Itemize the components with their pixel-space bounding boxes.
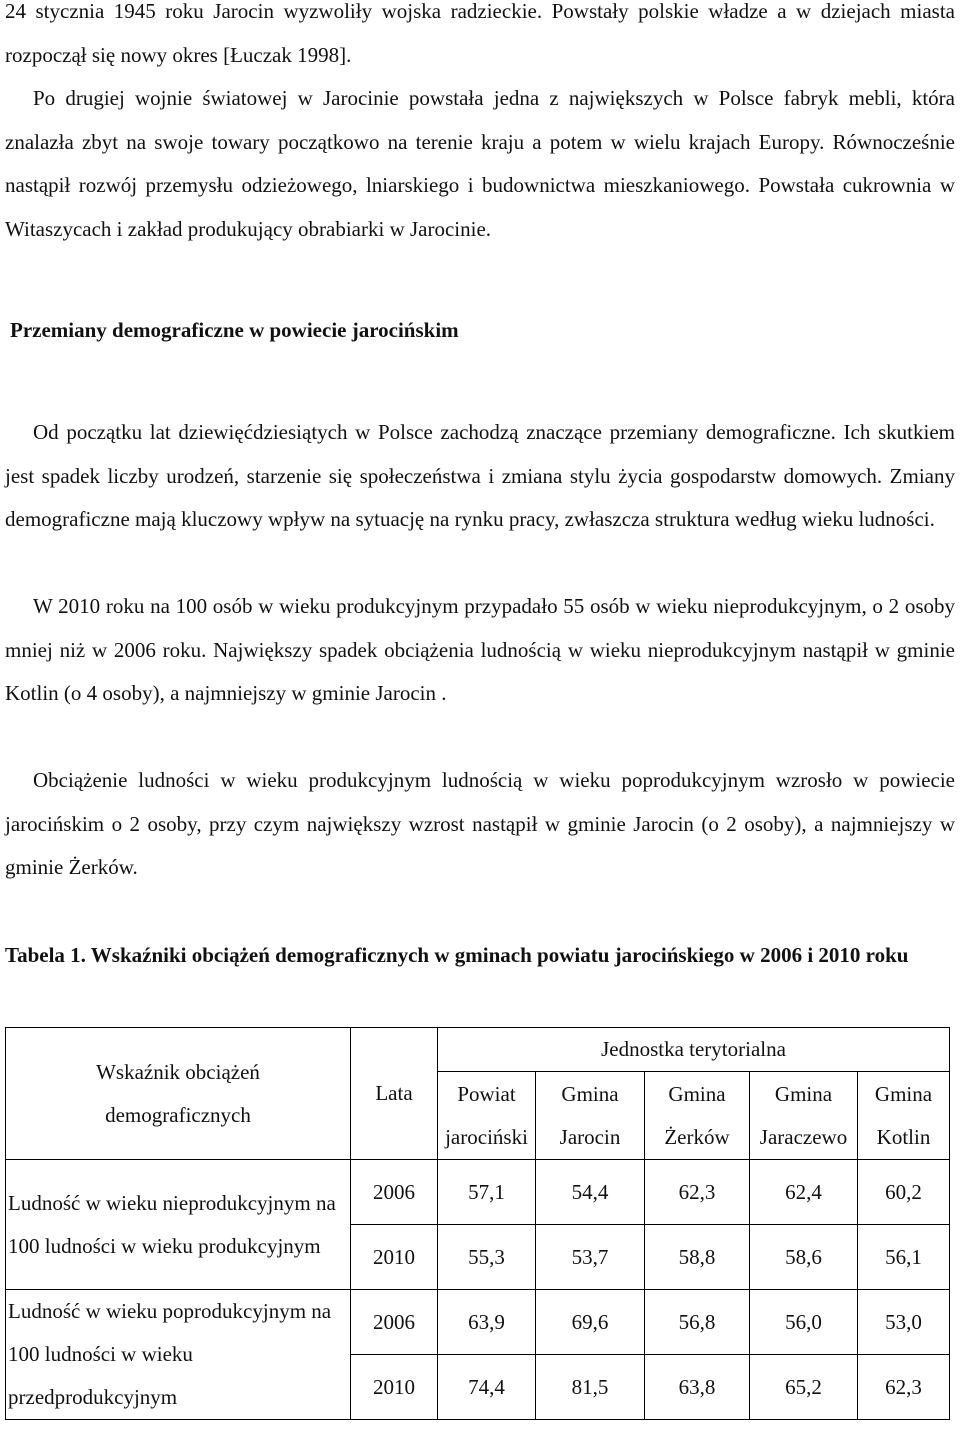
value-cell: 63,8 bbox=[645, 1355, 750, 1420]
column-header-gmina-jaraczewo: Gmina Jaraczewo bbox=[750, 1072, 858, 1160]
value-cell: 53,7 bbox=[536, 1225, 645, 1290]
value-cell: 62,3 bbox=[645, 1160, 750, 1225]
column-header-gmina-kotlin: Gmina Kotlin bbox=[858, 1072, 950, 1160]
year-cell: 2006 bbox=[351, 1290, 438, 1355]
indicator-header-label: Wskaźnik obciążeń demograficznych bbox=[96, 1059, 260, 1127]
table-corner-header bbox=[6, 1028, 351, 1160]
demographic-burden-table bbox=[5, 1027, 950, 1420]
column-header-powiat-jarocinski: Powiat jarociński bbox=[438, 1072, 536, 1160]
table-row bbox=[6, 1290, 950, 1355]
year-cell: 2006 bbox=[351, 1160, 438, 1225]
paragraph-nonproductive-burden: W 2010 roku na 100 osób w wieku produkcyjnym przypadało 55 osób w wieku nieprodukcyjnym, o 2 osoby mniej niż w 2006 roku. Największy spadek obciążenia ludnością w wieku nieprodukcyjnym nastąpił w gminie Kotlin (o 4 osoby), a najmniejszy w gminie Jarocin . bbox=[5, 594, 955, 705]
value-cell: 56,8 bbox=[645, 1290, 750, 1355]
value-cell: 54,4 bbox=[536, 1160, 645, 1225]
column-header-gmina-jarocin: Gmina Jarocin bbox=[536, 1072, 645, 1160]
value-cell: 60,2 bbox=[858, 1160, 950, 1225]
value-cell: 74,4 bbox=[438, 1355, 536, 1420]
table-caption: Tabela 1. Wskaźniki obciążeń demograficznych w gminach powiatu jarocińskiego w 2006 i 2010 roku bbox=[5, 943, 909, 967]
value-cell: 58,8 bbox=[645, 1225, 750, 1290]
column-header-gmina-zerkow: Gmina Żerków bbox=[645, 1072, 750, 1160]
value-cell: 58,6 bbox=[750, 1225, 858, 1290]
paragraph-liberation: 24 stycznia 1945 roku Jarocin wyzwoliły wojska radzieckie. Powstały polskie władze a w dziejach miasta rozpoczął się nowy okres [Łuczak 1998]. bbox=[5, 0, 955, 67]
year-cell: 2010 bbox=[351, 1225, 438, 1290]
row-label-nonproductive: Ludność w wieku nieprodukcyjnym na 100 ludności w wieku produkcyjnym bbox=[6, 1160, 351, 1290]
value-cell: 81,5 bbox=[536, 1355, 645, 1420]
section-heading: Przemiany demograficzne w powiecie jarocińskim bbox=[10, 318, 459, 342]
value-cell: 56,1 bbox=[858, 1225, 950, 1290]
value-cell: 57,1 bbox=[438, 1160, 536, 1225]
paragraph-demographic-changes: Od początku lat dziewięćdziesiątych w Polsce zachodzą znaczące przemiany demograficzne. Ich skutkiem jest spadek liczby urodzeń, starzenie się społeczeństwa i zmiana stylu życia gospodarstw domowych. Zmiany demograficzne mają kluczowy wpływ na sytuację na rynku pracy, zwłaszcza struktura według wieku ludności. bbox=[5, 420, 955, 531]
paragraph-postproductive-burden: Obciążenie ludności w wieku produkcyjnym ludnością w wieku poprodukcyjnym wzrosło w powiecie jarocińskim o 2 osoby, przy czym największy wzrost nastąpił w gminie Jarocin (o 2 osoby), a najmniejszy w gminie Żerków. bbox=[5, 768, 955, 879]
paragraph-postwar-industry: Po drugiej wojnie światowej w Jarocinie powstała jedna z największych w Polsce fabryk mebli, która znalazła zbyt na swoje towary początkowo na terenie kraju a potem w wielu krajach Europy. Równocześnie nastąpił rozwój przemysłu odzieżowego, lniarskiego i budownictwa mieszkaniowego. Powstała cukrownia w Witaszycach i zakład produkujący obrabiarki w Jarocinie. bbox=[5, 86, 955, 241]
table-years-header: Lata bbox=[351, 1028, 438, 1160]
value-cell: 62,4 bbox=[750, 1160, 858, 1225]
value-cell: 55,3 bbox=[438, 1225, 536, 1290]
value-cell: 69,6 bbox=[536, 1290, 645, 1355]
value-cell: 62,3 bbox=[858, 1355, 950, 1420]
value-cell: 56,0 bbox=[750, 1290, 858, 1355]
value-cell: 65,2 bbox=[750, 1355, 858, 1420]
row-label-postproductive: Ludność w wieku poprodukcyjnym na 100 ludności w wieku przedprodukcyjnym bbox=[6, 1290, 351, 1420]
value-cell: 53,0 bbox=[858, 1290, 950, 1355]
table-group-header: Jednostka terytorialna bbox=[438, 1028, 950, 1072]
value-cell: 63,9 bbox=[438, 1290, 536, 1355]
table-row bbox=[6, 1160, 950, 1225]
year-cell: 2010 bbox=[351, 1355, 438, 1420]
